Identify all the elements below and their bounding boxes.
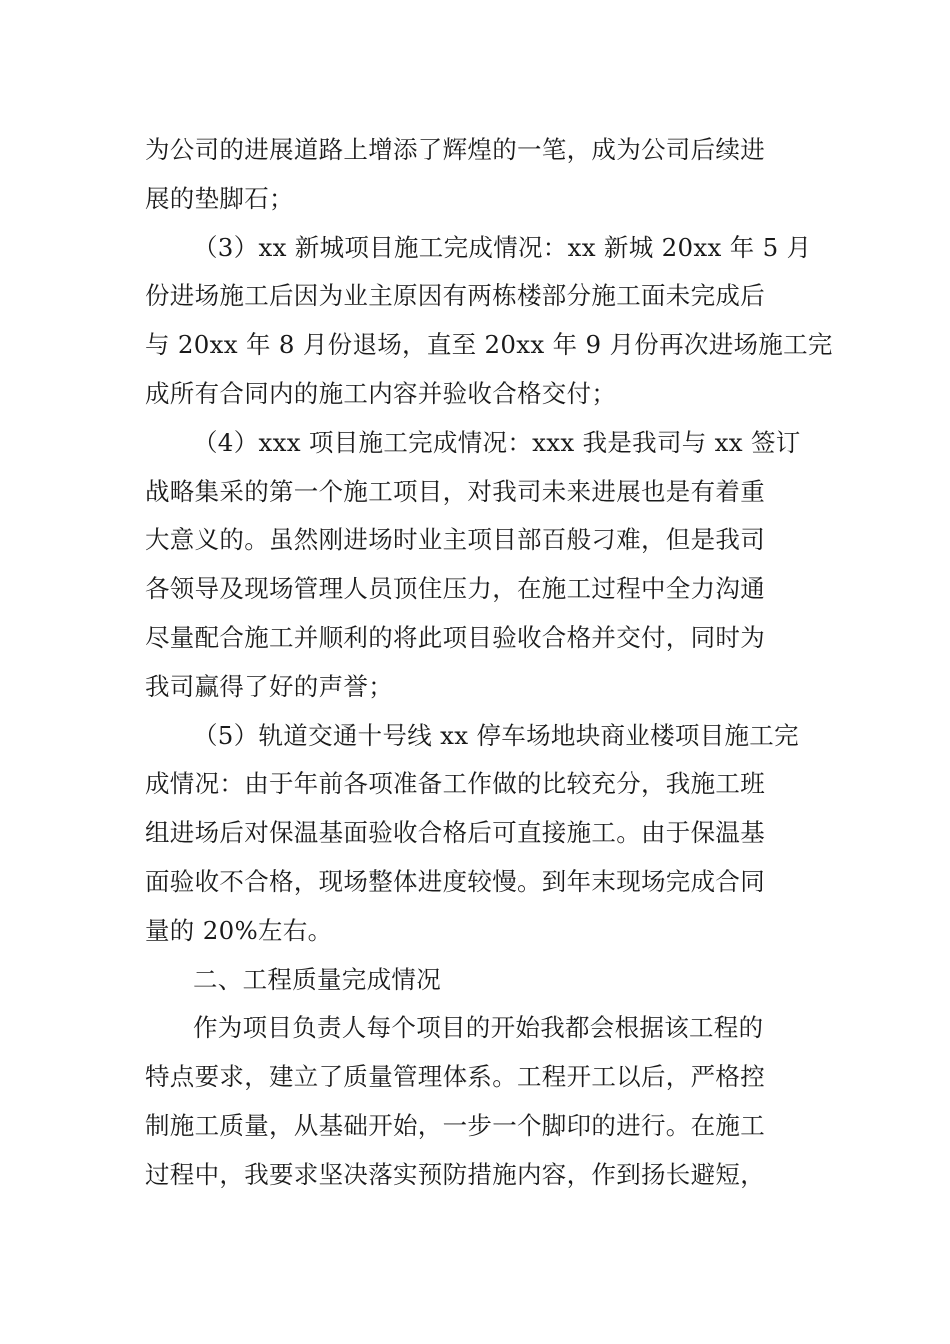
section-heading: 二、工程质量完成情况 (193, 964, 441, 994)
list-item-heading-5: （5）轨道交通十号线 xx 停车场地块商业楼项目施工完 (193, 720, 799, 750)
text-line: 作为项目负责人每个项目的开始我都会根据该工程的 (193, 1013, 764, 1043)
text-line: 份进场施工后因为业主原因有两栋楼部分施工面未完成后 (145, 281, 765, 311)
list-item-heading-3: （3）xx 新城项目施工完成情况：xx 新城 20xx 年 5 月 (193, 232, 812, 262)
text-line: 大意义的。虽然刚进场时业主项目部百般刁难，但是我司 (145, 525, 765, 555)
text-line: 制施工质量，从基础开始，一步一个脚印的进行。在施工 (145, 1110, 765, 1140)
text-line: 面验收不合格，现场整体进度较慢。到年末现场完成合同 (145, 866, 765, 896)
text-line: 尽量配合施工并顺利的将此项目验收合格并交付，同时为 (145, 622, 765, 652)
text-line: 各领导及现场管理人员顶住压力，在施工过程中全力沟通 (145, 574, 765, 604)
text-line: 量的 20%左右。 (145, 915, 333, 945)
text-line: 特点要求，建立了质量管理体系。工程开工以后，严格控 (145, 1062, 765, 1092)
list-item-heading-4: （4）xxx 项目施工完成情况：xxx 我是我司与 xx 签订 (193, 427, 801, 457)
text-line: 与 20xx 年 8 月份退场，直至 20xx 年 9 月份再次进场施工完 (145, 330, 833, 360)
text-line: 为公司的进展道路上增添了辉煌的一笔，成为公司后续进 (145, 135, 765, 164)
body-text (145, 126, 833, 1200)
text-line: 战略集采的第一个施工项目，对我司未来进展也是有着重 (145, 476, 765, 506)
text-line: 过程中，我要求坚决落实预防措施内容，作到扬长避短， (145, 1159, 765, 1189)
text-line: 组进场后对保温基面验收合格后可直接施工。由于保温基 (145, 818, 765, 848)
text-line: 我司赢得了好的声誉； (145, 671, 393, 701)
text-line: 成情况：由于年前各项准备工作做的比较充分，我施工班 (145, 769, 765, 799)
text-line: 展的垫脚石； (145, 183, 294, 213)
text-line: 成所有合同内的施工内容并验收合格交付； (145, 378, 617, 408)
